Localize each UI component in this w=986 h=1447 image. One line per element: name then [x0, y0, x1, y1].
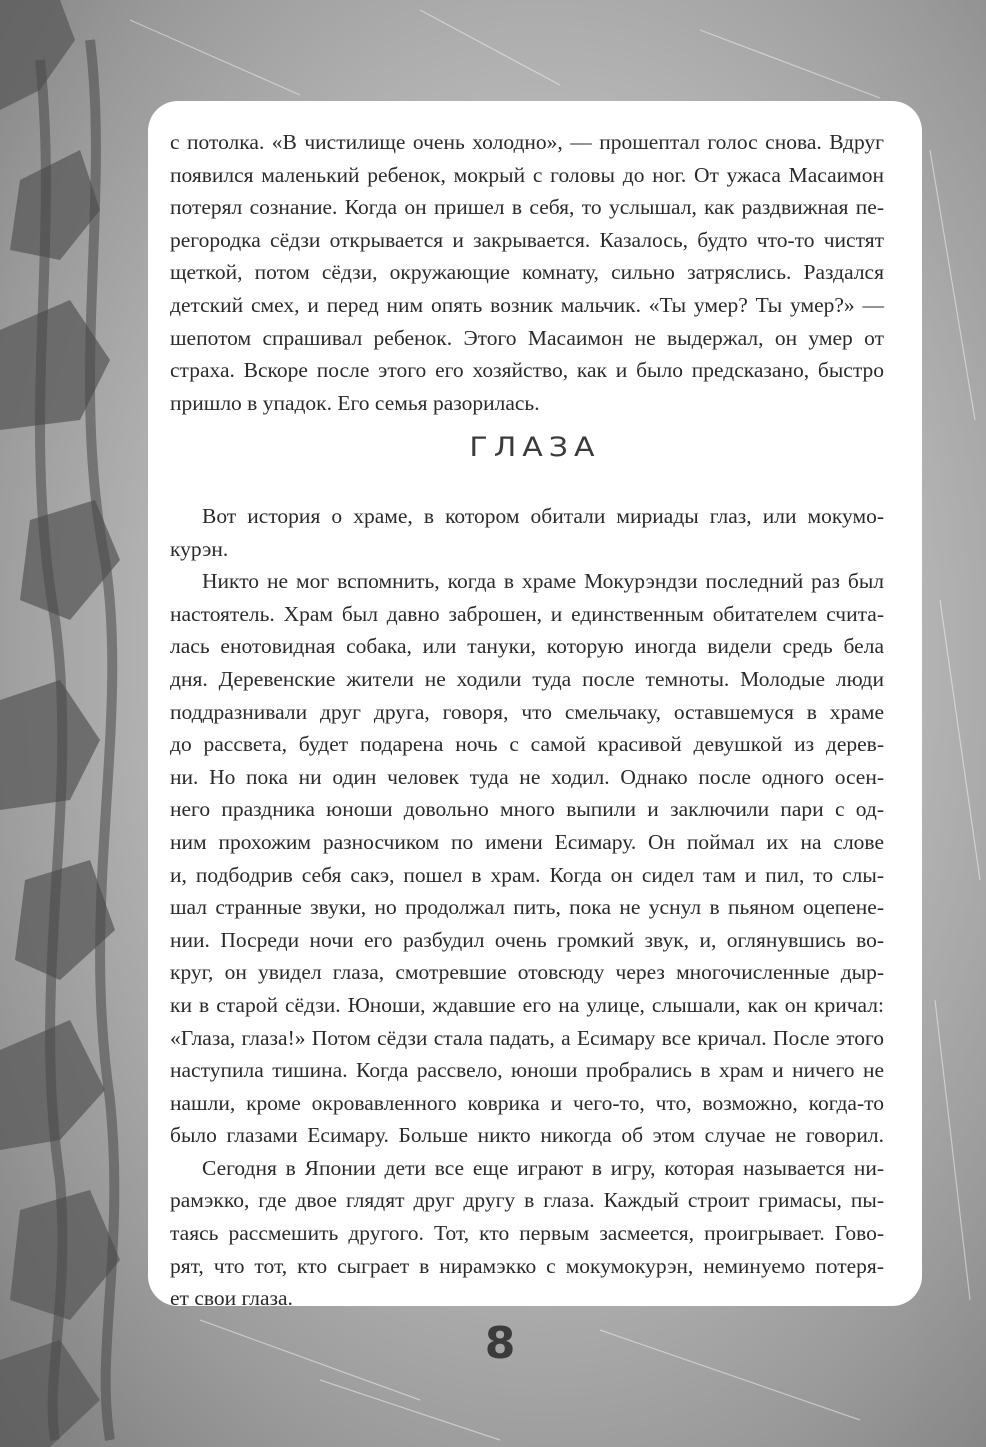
text-line: настоятель. Храм был давно заброшен, и единственным обитателем счита- — [170, 601, 884, 626]
text-line: рамэкко, где двое глядят друг другу в глаза. Каждый строит гримасы, пы- — [170, 1188, 884, 1213]
page-number: 8 — [484, 1318, 516, 1369]
text-line: нии. Посреди ночи его разбудил очень громкий звук, и, оглянувшись во- — [170, 927, 884, 952]
text-line: таясь рассмешить другого. Тот, кто первым засмеется, проигрывает. Гово- — [170, 1221, 884, 1246]
text-line: страха. Вскоре после этого его хозяйство, как и было предсказано, быстро — [170, 358, 884, 383]
text-line: регородка сёдзи открывается и закрывается. Казалось, будто что-то чистят — [170, 227, 884, 252]
text-line: ним прохожим разносчиком по имени Есимару. Он поймал их на слове — [170, 829, 884, 854]
text-line: него праздника юноши довольно много выпили и заключили пари с од- — [170, 797, 884, 822]
text-block-top — [170, 126, 884, 419]
text-line: шал странные звуки, но продолжал пить, пока не уснул в пьяном оцепене- — [170, 895, 884, 920]
text-line: круг, он увидел глаза, смотревшие отовсюду через многочисленные дыр- — [170, 960, 884, 985]
text-line: ки в старой сёдзи. Юноши, ждавшие его на улице, слышали, как он кричал: — [170, 992, 884, 1017]
text-line: наступила тишина. Когда рассвело, юноши пробрались в храм и ничего не — [170, 1058, 884, 1083]
text-line: Сегодня в Японии дети все еще играют в игру, которая называется ни- — [202, 1155, 884, 1180]
text-line: до рассвета, будет подарена ночь с самой красивой девушкой из дерев- — [170, 732, 884, 757]
text-line: потерял сознание. Когда он пришел в себя, то услышал, как раздвижная пе- — [170, 195, 884, 220]
text-line: и, подбодрив себя сакэ, пошел в храм. Когда он сидел там и пил, то слы- — [170, 862, 884, 887]
text-line: пришло в упадок. Его семья разорилась. — [170, 390, 540, 415]
text-line: шепотом спрашивал ребенок. Этого Масаимон не выдержал, он умер от — [170, 325, 884, 350]
text-line: курэн. — [170, 536, 229, 561]
text-line: рят, что тот, кто сыграет в нирамэкко с мокумокурэн, неминуемо потеря- — [170, 1253, 884, 1278]
text-line: ет свои глаза. — [170, 1286, 293, 1311]
text-line: лась енотовидная собака, или тануки, которую иногда видели средь бела — [170, 634, 884, 659]
text-line: поддразнивали друг друга, говоря, что смельчаку, оставшемуся в храме — [170, 699, 884, 724]
text-line: с потолка. «В чистилище очень холодно», — прошептал голос снова. Вдруг — [170, 130, 884, 154]
text-line: было глазами Есимару. Больше никто никогда об этом случае не говорил. — [170, 1123, 884, 1148]
text-line: нашли, кроме окровавленного коврика и чего-то, что, возможно, когда-то — [170, 1090, 884, 1115]
text-line: ни. Но пока ни один человек туда не ходил. Однако после одного осен- — [170, 764, 884, 789]
text-line: щеткой, потом сёдзи, окружающие комнату, сильно затряслись. Раздался — [170, 260, 884, 285]
text-block-main — [170, 500, 884, 1315]
text-line: Никто не мог вспомнить, когда в храме Мокурэндзи последний раз был — [202, 569, 884, 594]
text-line: Вот история о храме, в котором обитали мириады глаз, или мокумо- — [202, 504, 884, 528]
text-line: дня. Деревенские жители не ходили туда после темноты. Молодые люди — [170, 666, 884, 691]
text-line: «Глаза, глаза!» Потом сёдзи стала падать, а Есимару все кричал. После этого — [170, 1025, 884, 1050]
section-heading: ГЛАЗА — [469, 431, 601, 464]
text-line: появился маленький ребенок, мокрый с головы до ног. От ужаса Масаимон — [170, 162, 884, 187]
text-line: детский смех, и перед ним опять возник мальчик. «Ты умер? Ты умер?» — — [170, 292, 884, 317]
